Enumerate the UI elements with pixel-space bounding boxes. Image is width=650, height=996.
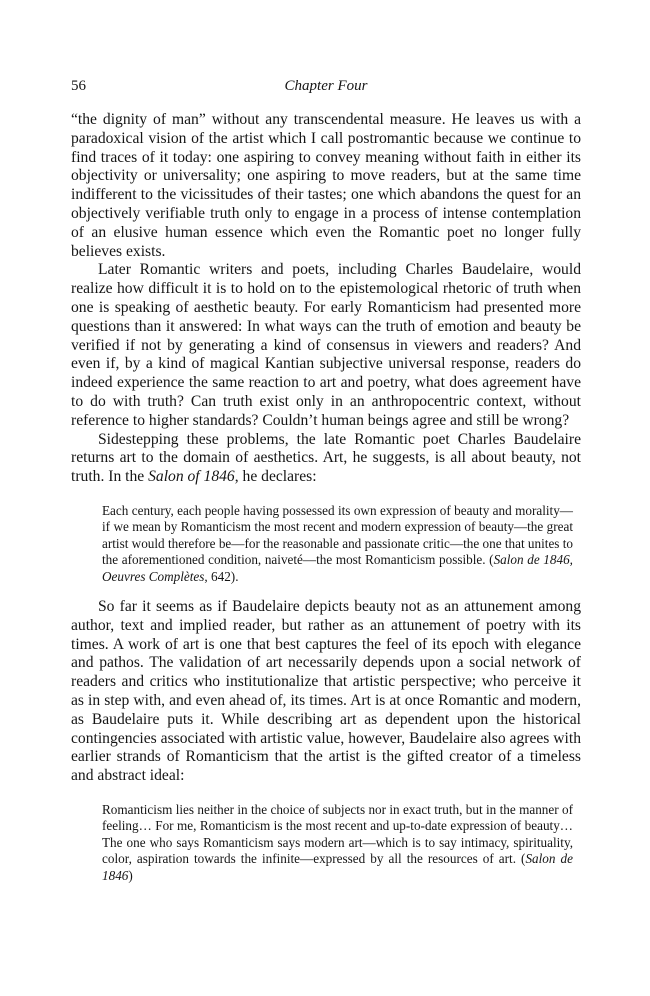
book-page <box>71 78 581 884</box>
paragraph-3 <box>71 431 581 487</box>
body-text-continued <box>71 598 581 786</box>
paragraph-3-text: Sidestepping these problems, the late Romantic poet Charles Baudelaire returns art to the domain of aesthetics. Art, he suggests, is all about beauty, not truth. In the <box>71 430 581 486</box>
quote-1-body: Each century, each people having possessed its own expression of beauty and morality—if we mean by Romanticism the most recent and modern expression of beauty—the great artist would therefore be—for the reasonable and passionate critic—the one that unites to the aforementioned condition, naiveté—the most Romanticism possible. ( <box>102 502 573 568</box>
paragraph-3-end: , he declares: <box>234 468 317 486</box>
paragraph-2: Later Romantic writers and poets, including Charles Baudelaire, would realize how difficult it is to hold on to the epistemological rhetoric of truth when one is speaking of aesthetic beauty. For early Romanticism had presented more questions than it answered: In what ways can the truth of emotion and beauty be verified if not by generating a kind of consensus in viewers and readers? And even if, by a kind of magical Kantian subjective universal response, readers do indeed experience the same reaction to art and poetry, what does agreement have to do with truth? Can truth exist only in an anthropocentric context, without reference to higher standards? Couldn’t human beings agree and still be wrong? <box>71 261 581 429</box>
paragraph-4: So far it seems as if Baudelaire depicts beauty not as an attunement among author, text and implied reader, but rather as an attunement of poetry with its times. A work of art is one that best captures the feel of its epoch with elegance and pathos. The validation of art necessarily depends upon a social network of readers and critics who institutionalize that artistic perspective; who perceive it as in step with, and even ahead of, its times. Art is at once Romantic and modern, as Baudelaire puts it. While describing art as dependent upon the historical contingencies associated with artistic value, however, Baudelaire also agrees with earlier strands of Romanticism that the artist is the gifted creator of a timeless and abstract ideal: <box>71 597 581 785</box>
block-quote-1 <box>102 503 573 585</box>
paragraph-1: “the dignity of man” without any transcendental measure. He leaves us with a paradoxical vision of the artist which I call postromantic because we continue to find traces of it today: one aspiring to convey meaning without faith in either its objectivity or universality; one aspiring to move readers, but at the same time indifferent to the vicissitudes of their tastes; one which abandons the quest for an objectively verifiable truth only to engage in a process of intense contemplation of an elusive human essence which even the Romantic poet no longer fully believes exists. <box>71 111 581 260</box>
quote-1-text <box>102 503 573 585</box>
quote-2-text <box>102 802 573 884</box>
body-text <box>71 111 581 487</box>
quote-1-end: , 642). <box>204 568 239 584</box>
quote-1-citation: Salon de 1846, Oeuvres Complètes <box>102 552 573 584</box>
running-header <box>71 78 581 98</box>
salon-title: Salon of 1846 <box>148 468 235 486</box>
quote-2-body: Romanticism lies neither in the choice of subjects nor in exact truth, but in the manner of feeling… For me, Romanticism is the most recent and up-to-date expression of beauty… The one who says Romanticism says modern art—which is to say intimacy, spirituality, color, aspiration towards the infinite—expressed by all the resources of art. ( <box>102 801 573 867</box>
quote-2-end: ) <box>128 867 133 883</box>
chapter-title: Chapter Four <box>284 78 368 94</box>
quote-2-citation: Salon de 1846 <box>102 851 573 883</box>
block-quote-2 <box>102 802 573 884</box>
page-number: 56 <box>71 78 86 94</box>
